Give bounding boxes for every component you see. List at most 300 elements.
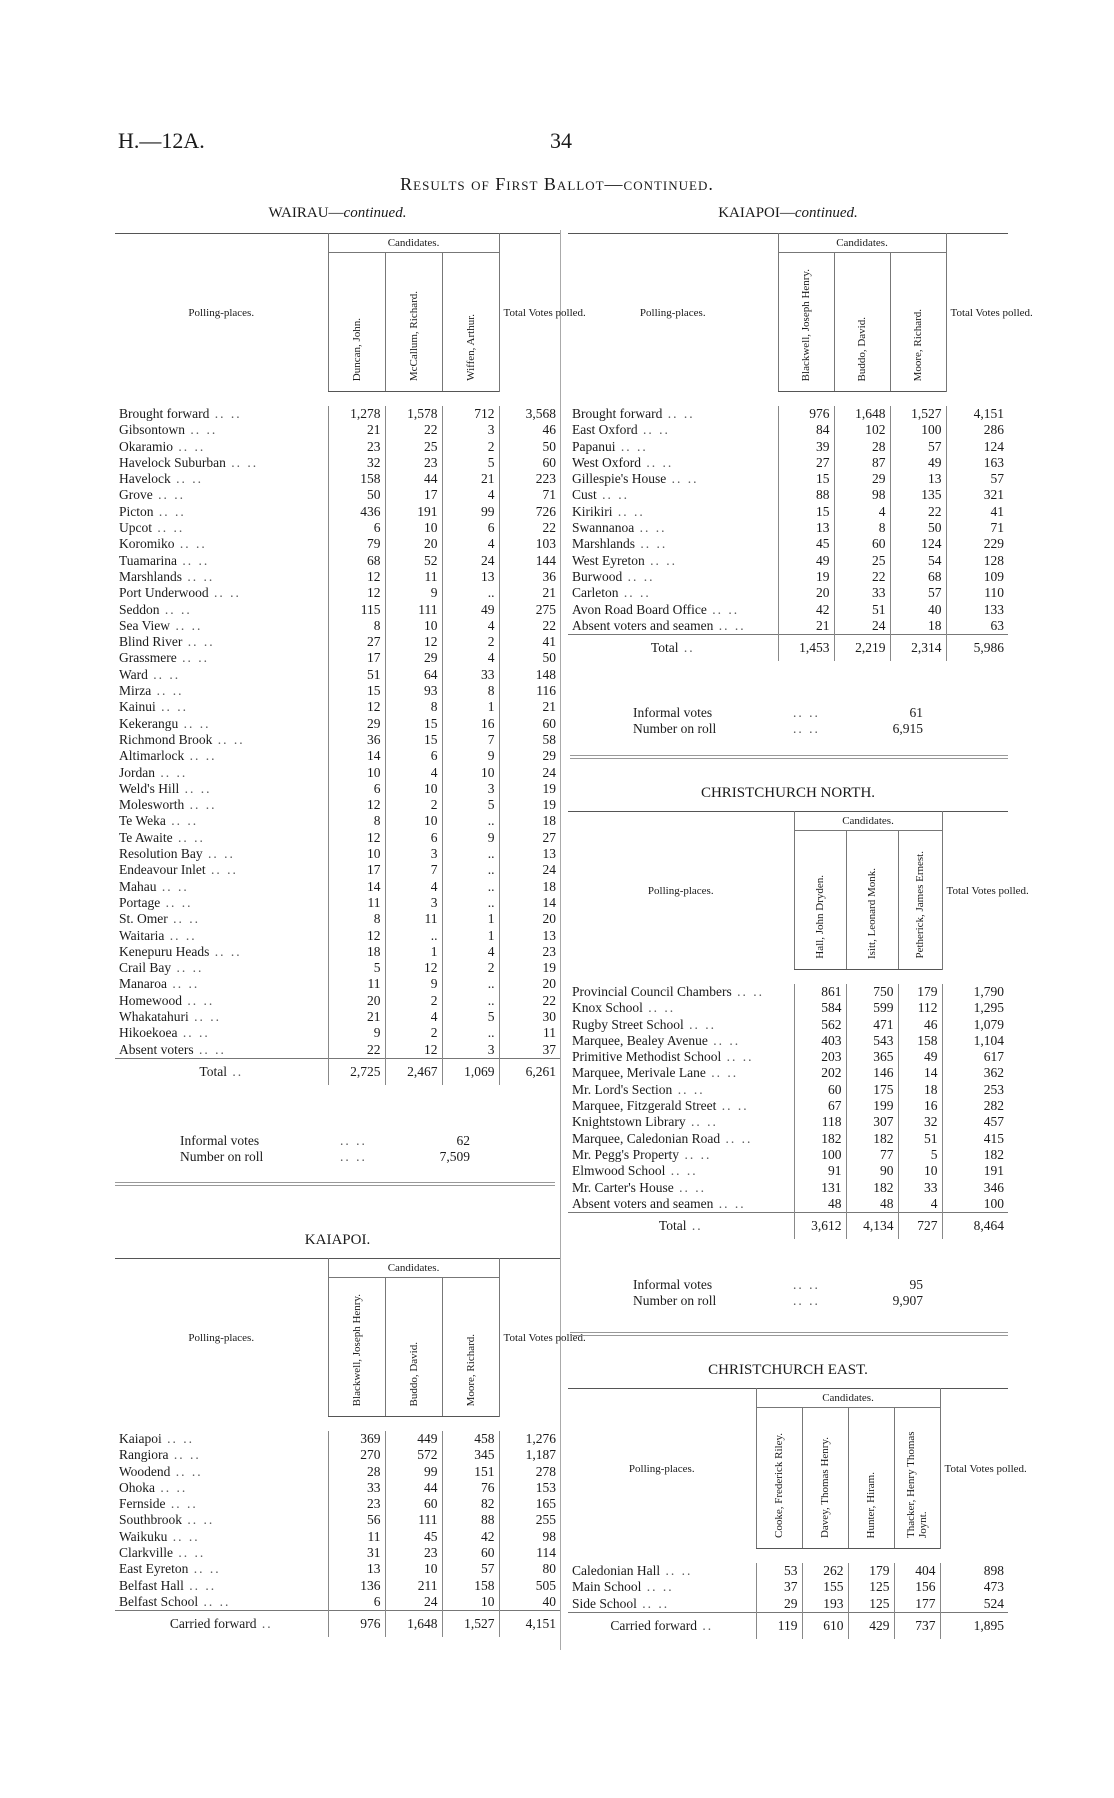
polling-place-name: Homewood <box>119 992 182 1008</box>
vote-count: .. <box>442 993 499 1009</box>
vote-count: 124 <box>890 536 946 552</box>
vote-count: 39 <box>778 439 834 455</box>
vote-count: 4 <box>385 879 442 895</box>
vote-count: 23 <box>385 1545 442 1561</box>
vote-count: 2 <box>442 439 499 455</box>
leader-dots: .. .. <box>644 552 678 568</box>
total-count: 976 <box>328 1611 385 1638</box>
vote-count: 270 <box>328 1447 385 1463</box>
vote-count: 11 <box>328 1529 385 1545</box>
candidate-name-cell <box>328 1278 385 1417</box>
vote-count: 1,790 <box>942 984 1008 1000</box>
table-row <box>115 748 560 764</box>
leader-dots: .. .. <box>156 878 189 894</box>
leader-dots: .. .. <box>182 634 215 650</box>
polling-place <box>115 1025 328 1041</box>
polling-place-name: Sea View <box>119 617 171 633</box>
polling-place-name: Havelock Suburban <box>119 454 226 470</box>
candidate-name: Hunter, Hiram. <box>865 1471 877 1538</box>
vote-count: 115 <box>328 602 385 618</box>
polling-place-name: Avon Road Board Office <box>572 601 707 617</box>
total-label-text: Total <box>658 1218 687 1234</box>
vote-count: 14 <box>898 1065 942 1081</box>
candidate-name: Isitt, Leonard Monk. <box>866 867 878 959</box>
polling-place <box>568 1596 756 1613</box>
leader-dots: .. .. <box>159 601 192 617</box>
leader-dots: .. .. <box>615 438 648 454</box>
table-row <box>568 1596 1008 1613</box>
polling-place <box>115 1594 328 1611</box>
leader-dots: .. .. <box>152 487 185 503</box>
polling-place <box>568 1180 794 1196</box>
leader-dots: .. .. <box>705 1065 739 1081</box>
vote-count: 1,079 <box>942 1017 1008 1033</box>
vote-count: 158 <box>328 471 385 487</box>
table-row <box>568 1082 1008 1098</box>
vote-count: 253 <box>942 1082 1008 1098</box>
polling-place <box>115 716 328 732</box>
carried-forward-row <box>568 1612 1008 1639</box>
table-row <box>568 984 1008 1000</box>
vote-count: .. <box>442 813 499 829</box>
vote-count: 4 <box>442 536 499 552</box>
leader-dots: .. .. <box>170 471 203 487</box>
vote-count: 20 <box>499 911 560 927</box>
vote-count: 12 <box>385 634 442 650</box>
polling-places-header: Polling-places. <box>188 1331 255 1344</box>
candidate-name: Buddo, David. <box>407 1341 420 1406</box>
polling-place-name: Main School <box>572 1579 642 1595</box>
total-votes-header: Total Votes polled. <box>940 1389 1008 1549</box>
polling-place-name: Grassmere <box>119 650 177 666</box>
kaiapoi-roll: Number on roll .. .. 6,915 <box>633 721 923 736</box>
leader-dots: .. .. <box>179 780 212 796</box>
vote-count: 21 <box>328 1009 385 1025</box>
polling-place <box>115 846 328 862</box>
vote-count: 177 <box>894 1596 940 1613</box>
total-count: 2,467 <box>385 1058 442 1085</box>
christchurch-east-title: CHRISTCHURCH EAST. <box>708 1362 868 1378</box>
polling-place-name: Altimarlock <box>119 748 185 764</box>
leader-dots: .. .. <box>183 1577 217 1593</box>
total-label-text: Total <box>650 640 679 656</box>
vote-count: 40 <box>499 1594 560 1611</box>
total-label-text: Carried forward <box>610 1617 697 1633</box>
polling-place <box>115 699 328 715</box>
vote-count: 5 <box>898 1147 942 1163</box>
kaiapoi-continued-section <box>568 205 1033 745</box>
vote-count: 44 <box>385 1480 442 1496</box>
vote-count: 125 <box>848 1596 894 1613</box>
leader-dots: .. .. <box>208 585 241 601</box>
vote-count: 28 <box>328 1464 385 1480</box>
total-row <box>115 1058 560 1085</box>
table-row <box>115 1578 560 1594</box>
vote-count: 16 <box>898 1098 942 1114</box>
polling-place-name: Rangiora <box>119 1447 169 1463</box>
candidate-name: Blackwell, Joseph Henry. <box>800 268 812 381</box>
table-row <box>568 1196 1008 1213</box>
column-separator <box>560 230 561 1650</box>
vote-count: 45 <box>778 536 834 552</box>
leader-dots: .. .. <box>713 1195 746 1211</box>
leader-dots: .. <box>678 640 695 656</box>
vote-count: 102 <box>834 422 890 438</box>
vote-count: 111 <box>385 602 442 618</box>
vote-count: 71 <box>499 487 560 503</box>
vote-count: 15 <box>778 471 834 487</box>
table-row <box>115 1042 560 1059</box>
vote-count: 49 <box>890 455 946 471</box>
polling-place-name: Carleton <box>572 585 619 601</box>
vote-count: 5 <box>442 797 499 813</box>
polling-place-name: Marquee, Merivale Lane <box>572 1065 706 1081</box>
vote-count: 415 <box>942 1131 1008 1147</box>
vote-count: 584 <box>794 1000 846 1016</box>
vote-count: 1 <box>442 699 499 715</box>
vote-count: 80 <box>499 1561 560 1577</box>
vote-count: 22 <box>328 1042 385 1059</box>
vote-count: 345 <box>442 1447 499 1463</box>
table-row <box>115 1512 560 1528</box>
polling-place-name: Absent voters and seamen <box>572 1195 714 1211</box>
polling-place <box>568 618 778 635</box>
polling-place-name: Molesworth <box>119 797 185 813</box>
leader-dots: .. .. <box>716 1098 749 1114</box>
candidate-name-cell <box>385 1278 442 1417</box>
wairau-roll: Number on roll .. .. 7,509 <box>180 1149 470 1164</box>
polling-place-name: East Oxford <box>572 422 638 438</box>
vote-count: 15 <box>328 683 385 699</box>
vote-count: 8 <box>328 813 385 829</box>
candidate-name-cell <box>894 1408 940 1549</box>
vote-count: 14 <box>328 879 385 895</box>
leader-dots: .. .. <box>152 520 185 536</box>
vote-count: 12 <box>328 585 385 601</box>
leader-dots: .. .. <box>164 927 197 943</box>
header-row <box>568 812 1008 831</box>
table-row <box>115 422 560 438</box>
vote-count: 146 <box>846 1065 898 1081</box>
table-row <box>115 1009 560 1025</box>
leader-dots: .. .. <box>153 503 186 519</box>
polling-places-header: Polling-places. <box>628 1462 695 1475</box>
polling-place <box>568 1017 794 1033</box>
vote-count: 17 <box>328 862 385 878</box>
vote-count: 3 <box>442 422 499 438</box>
leader-dots: .. .. <box>188 1561 221 1577</box>
table-row <box>568 1114 1008 1130</box>
table-row <box>568 487 1008 503</box>
table-row <box>568 1065 1008 1081</box>
polling-place-name: Grove <box>119 487 153 503</box>
vote-count: 750 <box>846 984 898 1000</box>
vote-count: 36 <box>499 569 560 585</box>
leader-dots: .. .. <box>155 764 188 780</box>
polling-place <box>115 765 328 781</box>
vote-count: 60 <box>442 1545 499 1561</box>
leader-dots: .. .. <box>685 1114 718 1130</box>
vote-count: 28 <box>834 439 890 455</box>
polling-place <box>115 748 328 764</box>
vote-count: 68 <box>328 553 385 569</box>
header-row <box>115 234 560 253</box>
polling-place <box>115 471 328 487</box>
total-label <box>115 1611 328 1638</box>
vote-count: 599 <box>846 1000 898 1016</box>
header-row <box>568 234 1008 253</box>
polling-place-name: Mirza <box>119 683 152 699</box>
vote-count: 22 <box>890 504 946 520</box>
vote-count: 100 <box>794 1147 846 1163</box>
vote-count: 84 <box>778 422 834 438</box>
vote-count: 135 <box>890 487 946 503</box>
vote-count: 20 <box>328 993 385 1009</box>
polling-place-name: Marquee, Bealey Avenue <box>572 1032 708 1048</box>
polling-place-name: Fernside <box>119 1496 166 1512</box>
table-row <box>115 1464 560 1480</box>
vote-count: 100 <box>942 1196 1008 1213</box>
vote-count: 23 <box>328 1496 385 1512</box>
polling-place-name: Whakatahuri <box>119 1008 189 1024</box>
candidates-header: Candidates. <box>794 812 942 831</box>
leader-dots: .. .. <box>707 1032 741 1048</box>
vote-count: 18 <box>328 944 385 960</box>
polling-place <box>115 650 328 666</box>
vote-count: 23 <box>385 455 442 471</box>
polling-place-name: Jordan <box>119 764 155 780</box>
vote-count: 24 <box>499 765 560 781</box>
vote-count: 10 <box>898 1163 942 1179</box>
candidate-name-cell <box>890 253 946 392</box>
vote-count: 861 <box>794 984 846 1000</box>
polling-place-name: Kirikiri <box>572 503 613 519</box>
vote-count: 103 <box>499 536 560 552</box>
total-row <box>568 635 1008 662</box>
table-row <box>568 1147 1008 1163</box>
vote-count: 60 <box>499 455 560 471</box>
polling-place-name: Marquee, Fitzgerald Street <box>572 1098 717 1114</box>
total-votes-header: Total Votes polled. <box>946 234 1008 392</box>
vote-count: 17 <box>328 650 385 666</box>
polling-place <box>568 504 778 520</box>
vote-count: 60 <box>794 1082 846 1098</box>
vote-count: 44 <box>385 471 442 487</box>
leader-dots: .. .. <box>166 976 200 992</box>
table-row <box>115 1545 560 1561</box>
vote-count: 54 <box>890 553 946 569</box>
vote-count: 31 <box>328 1545 385 1561</box>
vote-count: 20 <box>385 536 442 552</box>
leader-dots: .. .. <box>731 984 764 999</box>
leader-dots: .. .. <box>182 992 215 1008</box>
polling-place <box>568 1082 794 1098</box>
leader-dots: .. .. <box>641 454 674 470</box>
vote-count: .. <box>442 1025 499 1041</box>
vote-count: 42 <box>442 1529 499 1545</box>
vote-count: 307 <box>846 1114 898 1130</box>
leader-dots: .. .. <box>662 406 695 421</box>
vote-count: 202 <box>794 1065 846 1081</box>
vote-count: 12 <box>328 699 385 715</box>
vote-count: 255 <box>499 1512 560 1528</box>
vote-count: 15 <box>385 716 442 732</box>
vote-count: 3 <box>385 846 442 862</box>
vote-count: 1,527 <box>890 406 946 422</box>
vote-count: 21 <box>328 422 385 438</box>
polling-place-name: Gillespie's House <box>572 471 667 487</box>
vote-count: 4 <box>385 765 442 781</box>
table-row <box>568 553 1008 569</box>
candidate-name-cell <box>385 253 442 392</box>
polling-place <box>115 602 328 618</box>
vote-count: 29 <box>756 1596 802 1613</box>
vote-count: 33 <box>898 1180 942 1196</box>
polling-place-name: Kainui <box>119 699 156 715</box>
vote-count: 1,276 <box>499 1431 560 1447</box>
polling-place <box>568 406 778 422</box>
table-row <box>568 1163 1008 1179</box>
total-count: 119 <box>756 1612 802 1639</box>
table-row <box>115 602 560 618</box>
polling-place-name: Papanui <box>572 438 616 454</box>
polling-place <box>568 1163 794 1179</box>
total-count: 8,464 <box>942 1213 1008 1240</box>
candidate-name: McCallum, Richard. <box>407 290 420 381</box>
table-row <box>568 536 1008 552</box>
vote-count: 2 <box>385 993 442 1009</box>
polling-place <box>568 1049 794 1065</box>
table-row <box>115 536 560 552</box>
vote-count: 1,648 <box>834 406 890 422</box>
candidate-name: Wiffen, Arthur. <box>464 314 477 381</box>
table-row <box>115 455 560 471</box>
total-label <box>568 1612 756 1639</box>
polling-place <box>568 1114 794 1130</box>
total-count: 4,134 <box>846 1213 898 1240</box>
leader-dots: .. .. <box>185 422 218 438</box>
leader-dots: .. .. <box>177 1025 210 1041</box>
vote-count: 14 <box>328 748 385 764</box>
vote-count: 4 <box>442 487 499 503</box>
candidate-name-cell <box>756 1408 802 1549</box>
vote-count: 118 <box>794 1114 846 1130</box>
spacer-cell <box>115 392 560 407</box>
vote-count: 51 <box>328 667 385 683</box>
vote-count: 144 <box>499 553 560 569</box>
vote-count: 99 <box>385 1464 442 1480</box>
vote-count: 90 <box>846 1163 898 1179</box>
leader-dots: .. .. <box>151 683 184 699</box>
polling-place <box>568 984 794 1000</box>
table-row <box>568 1563 1008 1579</box>
vote-count: 10 <box>385 1561 442 1577</box>
vote-count: .. <box>442 846 499 862</box>
polling-place <box>568 520 778 536</box>
vote-count: 64 <box>385 667 442 683</box>
vote-count: 505 <box>499 1578 560 1594</box>
vote-count: 9 <box>385 585 442 601</box>
leader-dots: .. .. <box>660 1563 693 1578</box>
candidate-name-cell <box>328 253 385 392</box>
vote-count: 10 <box>385 618 442 634</box>
total-votes-header: Total Votes polled. <box>499 234 560 392</box>
vote-count: 67 <box>794 1098 846 1114</box>
total-count: 1,895 <box>940 1612 1008 1639</box>
vote-count: 148 <box>499 667 560 683</box>
vote-count: 362 <box>942 1065 1008 1081</box>
total-count: 2,219 <box>834 635 890 662</box>
vote-count: 182 <box>846 1131 898 1147</box>
polling-place <box>568 471 778 487</box>
table-row <box>115 976 560 992</box>
polling-place-name: Knightstown Library <box>572 1114 686 1130</box>
leader-dots: .. <box>696 1617 714 1633</box>
polling-place-name: Knox School <box>572 1000 643 1016</box>
wairau-informal: Informal votes .. .. 62 <box>180 1133 470 1148</box>
vote-count: .. <box>442 862 499 878</box>
table-row <box>115 487 560 503</box>
vote-count: 77 <box>846 1147 898 1163</box>
vote-count: 79 <box>328 536 385 552</box>
polling-place-name: Mr. Carter's House <box>572 1179 674 1195</box>
polling-place <box>568 439 778 455</box>
spacer-cell <box>568 970 1008 985</box>
candidate-name: Moore, Richard. <box>464 1333 477 1406</box>
leader-dots: .. .. <box>209 406 242 421</box>
vote-count: 41 <box>946 504 1008 520</box>
vote-count: 24 <box>499 862 560 878</box>
candidate-name: Petherick, James Ernest. <box>914 851 927 959</box>
vote-count: 346 <box>942 1180 1008 1196</box>
vote-count: 15 <box>385 732 442 748</box>
vote-count: 158 <box>898 1033 942 1049</box>
vote-count: 49 <box>442 602 499 618</box>
table-row <box>115 520 560 536</box>
vote-count: 10 <box>328 846 385 862</box>
table-row <box>568 406 1008 422</box>
vote-count: 182 <box>846 1180 898 1196</box>
leader-dots: .. .. <box>673 1179 707 1195</box>
total-count: 727 <box>898 1213 942 1240</box>
candidate-name-cell <box>778 253 834 392</box>
candidate-name-cell <box>802 1408 848 1549</box>
christchurch-east-section <box>568 1362 1027 1652</box>
candidate-name: Duncan, John. <box>350 317 363 381</box>
leader-dots: .. .. <box>173 1545 206 1561</box>
vote-count: 116 <box>499 683 560 699</box>
table-row <box>568 439 1008 455</box>
vote-count: 182 <box>942 1147 1008 1163</box>
polling-place <box>115 1042 328 1059</box>
polling-place <box>115 1512 328 1528</box>
total-count: 1,453 <box>778 635 834 662</box>
polling-place-name: Caledonian Hall <box>572 1563 661 1578</box>
spacer-cell <box>568 392 1008 407</box>
vote-count: 9 <box>328 1025 385 1041</box>
vote-count: 403 <box>794 1033 846 1049</box>
vote-count: 10 <box>442 1594 499 1611</box>
polling-place <box>568 1000 794 1016</box>
vote-count: 6 <box>328 1594 385 1611</box>
vote-count: 275 <box>499 602 560 618</box>
vote-count: 562 <box>794 1017 846 1033</box>
vote-count: 199 <box>846 1098 898 1114</box>
vote-count: 10 <box>328 765 385 781</box>
total-count: 6,261 <box>499 1058 560 1085</box>
vote-count: .. <box>442 879 499 895</box>
polling-place-name: Seddon <box>119 601 160 617</box>
